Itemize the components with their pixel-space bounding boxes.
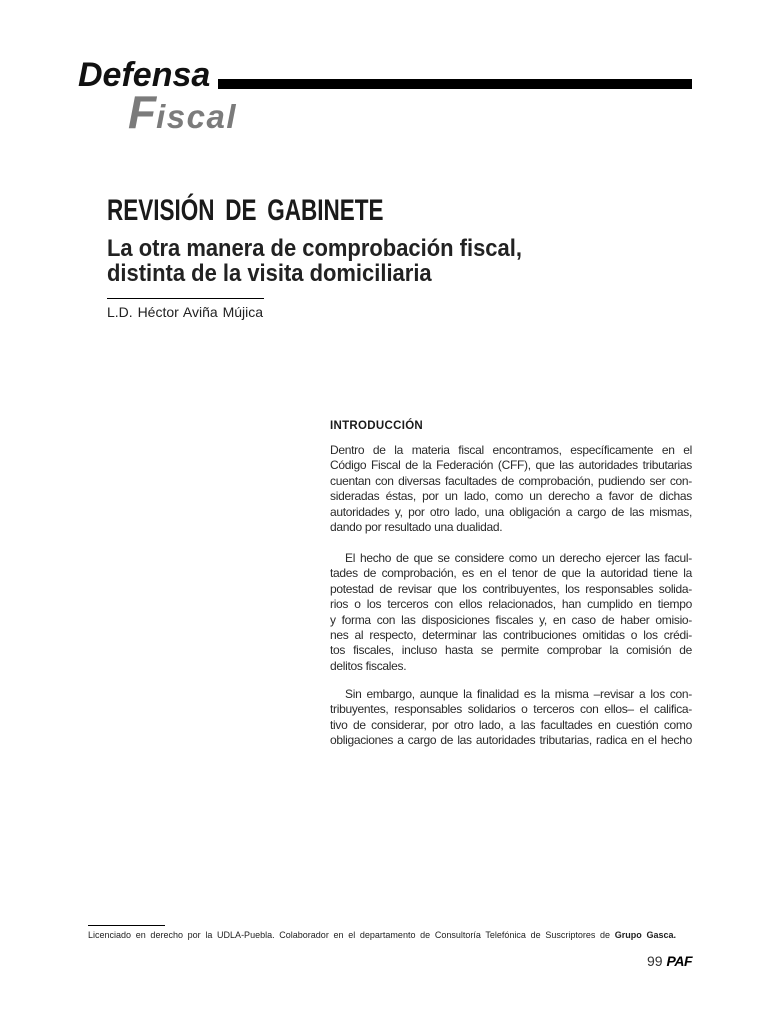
paragraph-1-line-3: cuentan con diversas facultades de comprobación, pudiendo ser con- <box>330 473 692 488</box>
paragraph-2-line-7: tos fiscales, incluso hasta se permite comprobar la comisión de <box>330 643 692 658</box>
article-title: REVISIÓN DE GABINETE <box>107 194 384 227</box>
paragraph-2-line-5: y forma con las disposiciones fiscales y, en caso de haber omisio- <box>330 612 692 627</box>
publication-logo: PAF <box>666 953 692 969</box>
paragraph-3-line-2: tribuyentes, responsables solidarios o terceros con ellos– el califica- <box>330 702 692 717</box>
paragraph-3-line-4: obligaciones a cargo de las autoridades tributarias, radica en el hecho <box>330 733 692 748</box>
masthead-bar <box>218 79 692 89</box>
logo-fiscal-rest: iscal <box>156 98 238 135</box>
subtitle-line-2: distinta de la visita domiciliaria <box>107 260 432 287</box>
paragraph-3 <box>330 687 692 749</box>
paragraph-2-line-2: tades de comprobación, es en el tenor de que la autoridad tiene la <box>330 566 692 581</box>
paragraph-2-line-6: nes al respecto, determinar las contribuciones omitidas o los crédi- <box>330 628 692 643</box>
article-subtitle <box>107 236 522 286</box>
logo-fiscal-initial: F <box>128 86 157 138</box>
paragraph-2-line-3: potestad de revisar que los contribuyentes, los responsables solida- <box>330 581 692 596</box>
paragraph-3-line-1: Sin embargo, aunque la finalidad es la misma –revisar a los con- <box>345 687 692 701</box>
logo-fiscal <box>128 86 238 147</box>
author-divider <box>107 298 264 299</box>
paragraph-2-line-8: delitos fiscales. <box>330 658 407 673</box>
paragraph-2 <box>330 551 692 674</box>
author-name: L.D. Héctor Aviña Mújica <box>107 304 264 320</box>
subtitle-line-1: La otra manera de comprobación fiscal, <box>107 235 522 262</box>
logo-defensa: Defensa <box>78 56 211 94</box>
paragraph-1-line-2: Código Fiscal de la Federación (CFF), que las autoridades tributarias <box>330 458 692 473</box>
paragraph-2-line-1: El hecho de que se considere como un derecho ejercer las facul- <box>345 551 692 565</box>
footnote-divider <box>88 925 165 926</box>
paragraph-1-line-1: Dentro de la materia fiscal encontramos, específicamente en el <box>330 443 692 457</box>
paragraph-1-line-5: autoridades y, por otro lado, una obligación a cargo de las mismas, <box>330 504 692 519</box>
paragraph-2-line-4: rios o los terceros con ellos relacionados, han cumplido en tiempo <box>330 597 692 612</box>
page-folio <box>647 953 692 969</box>
page-number: 99 <box>646 953 663 969</box>
footnote-text: Licenciado en derecho por la UDLA-Puebla. Colaborador en el departamento de Consultoría Telefónica de Suscriptores de <box>88 930 611 940</box>
paragraph-1-line-6: dando por resultado una dualidad. <box>330 520 503 535</box>
paragraph-1-line-4: sideradas éstas, por un lado, como un derecho a favor de dichas <box>330 489 692 504</box>
footnote <box>88 930 676 941</box>
paragraph-1 <box>330 443 692 535</box>
footnote-emphasis: Grupo Gasca. <box>614 930 676 940</box>
section-heading: INTRODUCCIÓN <box>330 420 424 432</box>
paragraph-3-line-3: tivo de considerar, por otro lado, a las facultades en cuestión como <box>330 717 692 732</box>
